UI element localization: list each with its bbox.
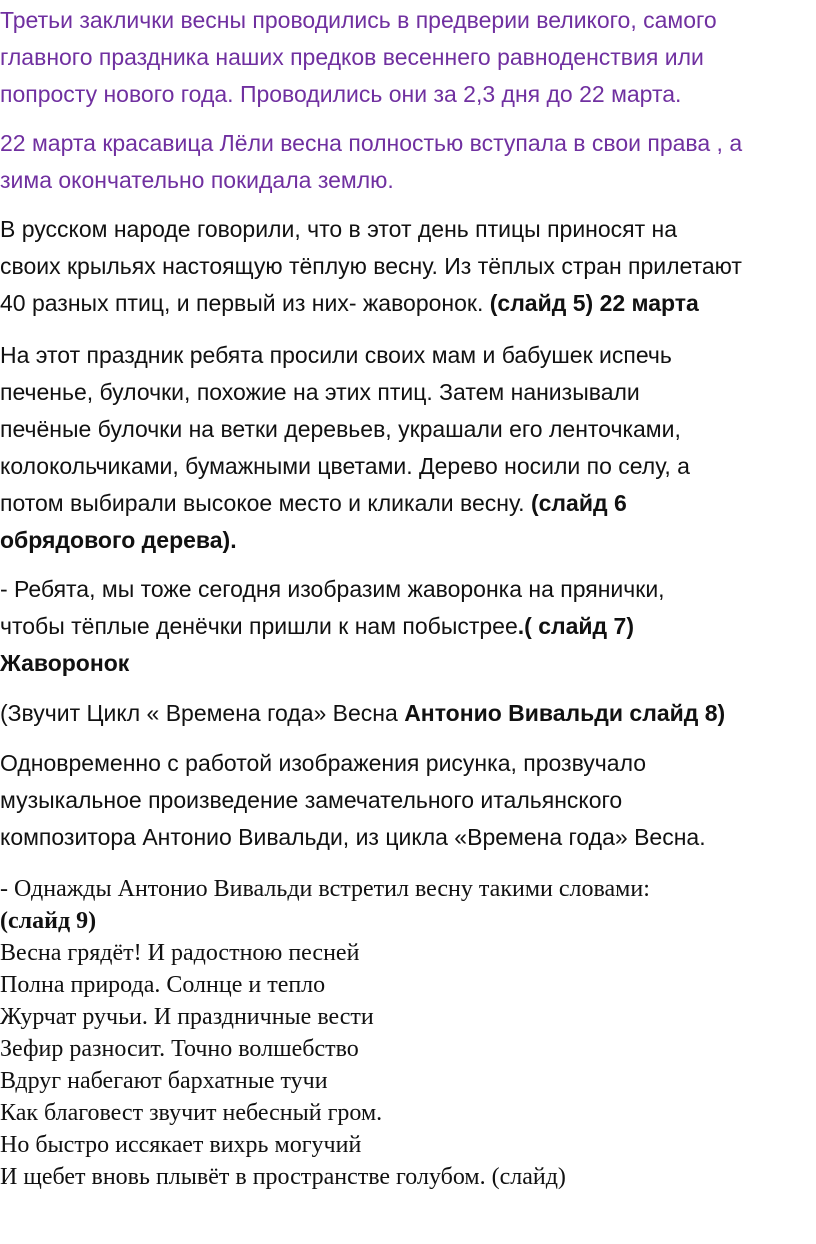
text-line	[0, 485, 816, 522]
text-line: своих крыльях настоящую тёплую весну. Из тёплых стран прилетают	[0, 253, 742, 279]
poem-line: Весна грядёт! И радостною песней	[0, 940, 360, 966]
poem-intro: - Однажды Антонио Вивальди встретил весну такими словами:	[0, 876, 650, 902]
text-line: попросту нового года. Проводились они за 2,3 дня до 22 марта.	[0, 81, 682, 107]
poem-line: Журчат ручьи. И праздничные вести	[0, 1004, 374, 1030]
slide-reference: (слайд 5) 22 марта	[489, 290, 699, 316]
poem-block	[0, 873, 816, 1193]
poem-line: Но быстро иссякает вихрь могучий	[0, 1132, 362, 1158]
poem-line: Полна природа. Солнце и тепло	[0, 972, 326, 998]
paragraph-lark-task	[0, 571, 816, 682]
poem-line: Зефир разносит. Точно волшебство	[0, 1036, 359, 1062]
text-line: В русском народе говорили, что в этот день птицы приносят на	[0, 216, 678, 242]
slide-reference: .( слайд 7)	[517, 613, 634, 639]
slide-reference: Антонио Вивальди слайд 8)	[404, 700, 726, 726]
text-line: - Ребята, мы тоже сегодня изобразим жаворонка на прянички,	[0, 576, 665, 602]
text-line	[0, 285, 816, 322]
text-line	[0, 608, 816, 645]
text-line: главного праздника наших предков весеннего равноденствия или	[0, 44, 704, 70]
poem-line: И щебет вновь плывёт в пространстве голубом. (слайд)	[0, 1164, 566, 1190]
slide-reference: (слайд 9)	[0, 908, 97, 934]
paragraph-holiday-tree	[0, 337, 816, 559]
text-line: зима окончательно покидала землю.	[0, 167, 394, 193]
text-line: Одновременно с работой изображения рисунка, прозвучало	[0, 750, 647, 776]
text-line: печёные булочки на ветки деревьев, украшали его ленточками,	[0, 416, 681, 442]
poem-line: Вдруг набегают бархатные тучи	[0, 1068, 328, 1094]
paragraph-intro-holiday	[0, 2, 816, 113]
text-line: На этот праздник ребята просили своих мам и бабушек испечь	[0, 342, 672, 368]
text-run: 40 разных птиц, и первый из них- жаворонок.	[0, 290, 490, 316]
text-line: печенье, булочки, похожие на этих птиц. Затем нанизывали	[0, 379, 640, 405]
text-line: музыкальное произведение замечательного итальянского	[0, 787, 623, 813]
text-line: Третьи заклички весны проводились в предверии великого, самого	[0, 7, 717, 33]
slide-reference: Жаворонок	[0, 650, 130, 676]
poem-line: Как благовест звучит небесный гром.	[0, 1100, 383, 1126]
text-line	[0, 695, 816, 732]
text-run: (Звучит Цикл « Времена года» Весна	[0, 700, 405, 726]
text-line: композитора Антонио Вивальди, из цикла «Времена года» Весна.	[0, 824, 706, 850]
paragraph-birds	[0, 211, 816, 322]
text-line: 22 марта красавица Лёли весна полностью вступала в свои права , а	[0, 130, 743, 156]
text-line: колокольчиками, бумажными цветами. Дерево носили по селу, а	[0, 453, 690, 479]
slide-reference: обрядового дерева).	[0, 527, 237, 553]
slide-reference: (слайд 6	[530, 490, 627, 516]
text-run: чтобы тёплые денёчки пришли к нам побыстрее	[0, 613, 518, 639]
text-run: потом выбирали высокое место и кликали весну.	[0, 490, 531, 516]
paragraph-vivaldi	[0, 745, 816, 856]
paragraph-music-cue	[0, 695, 816, 732]
paragraph-march-22	[0, 125, 816, 199]
